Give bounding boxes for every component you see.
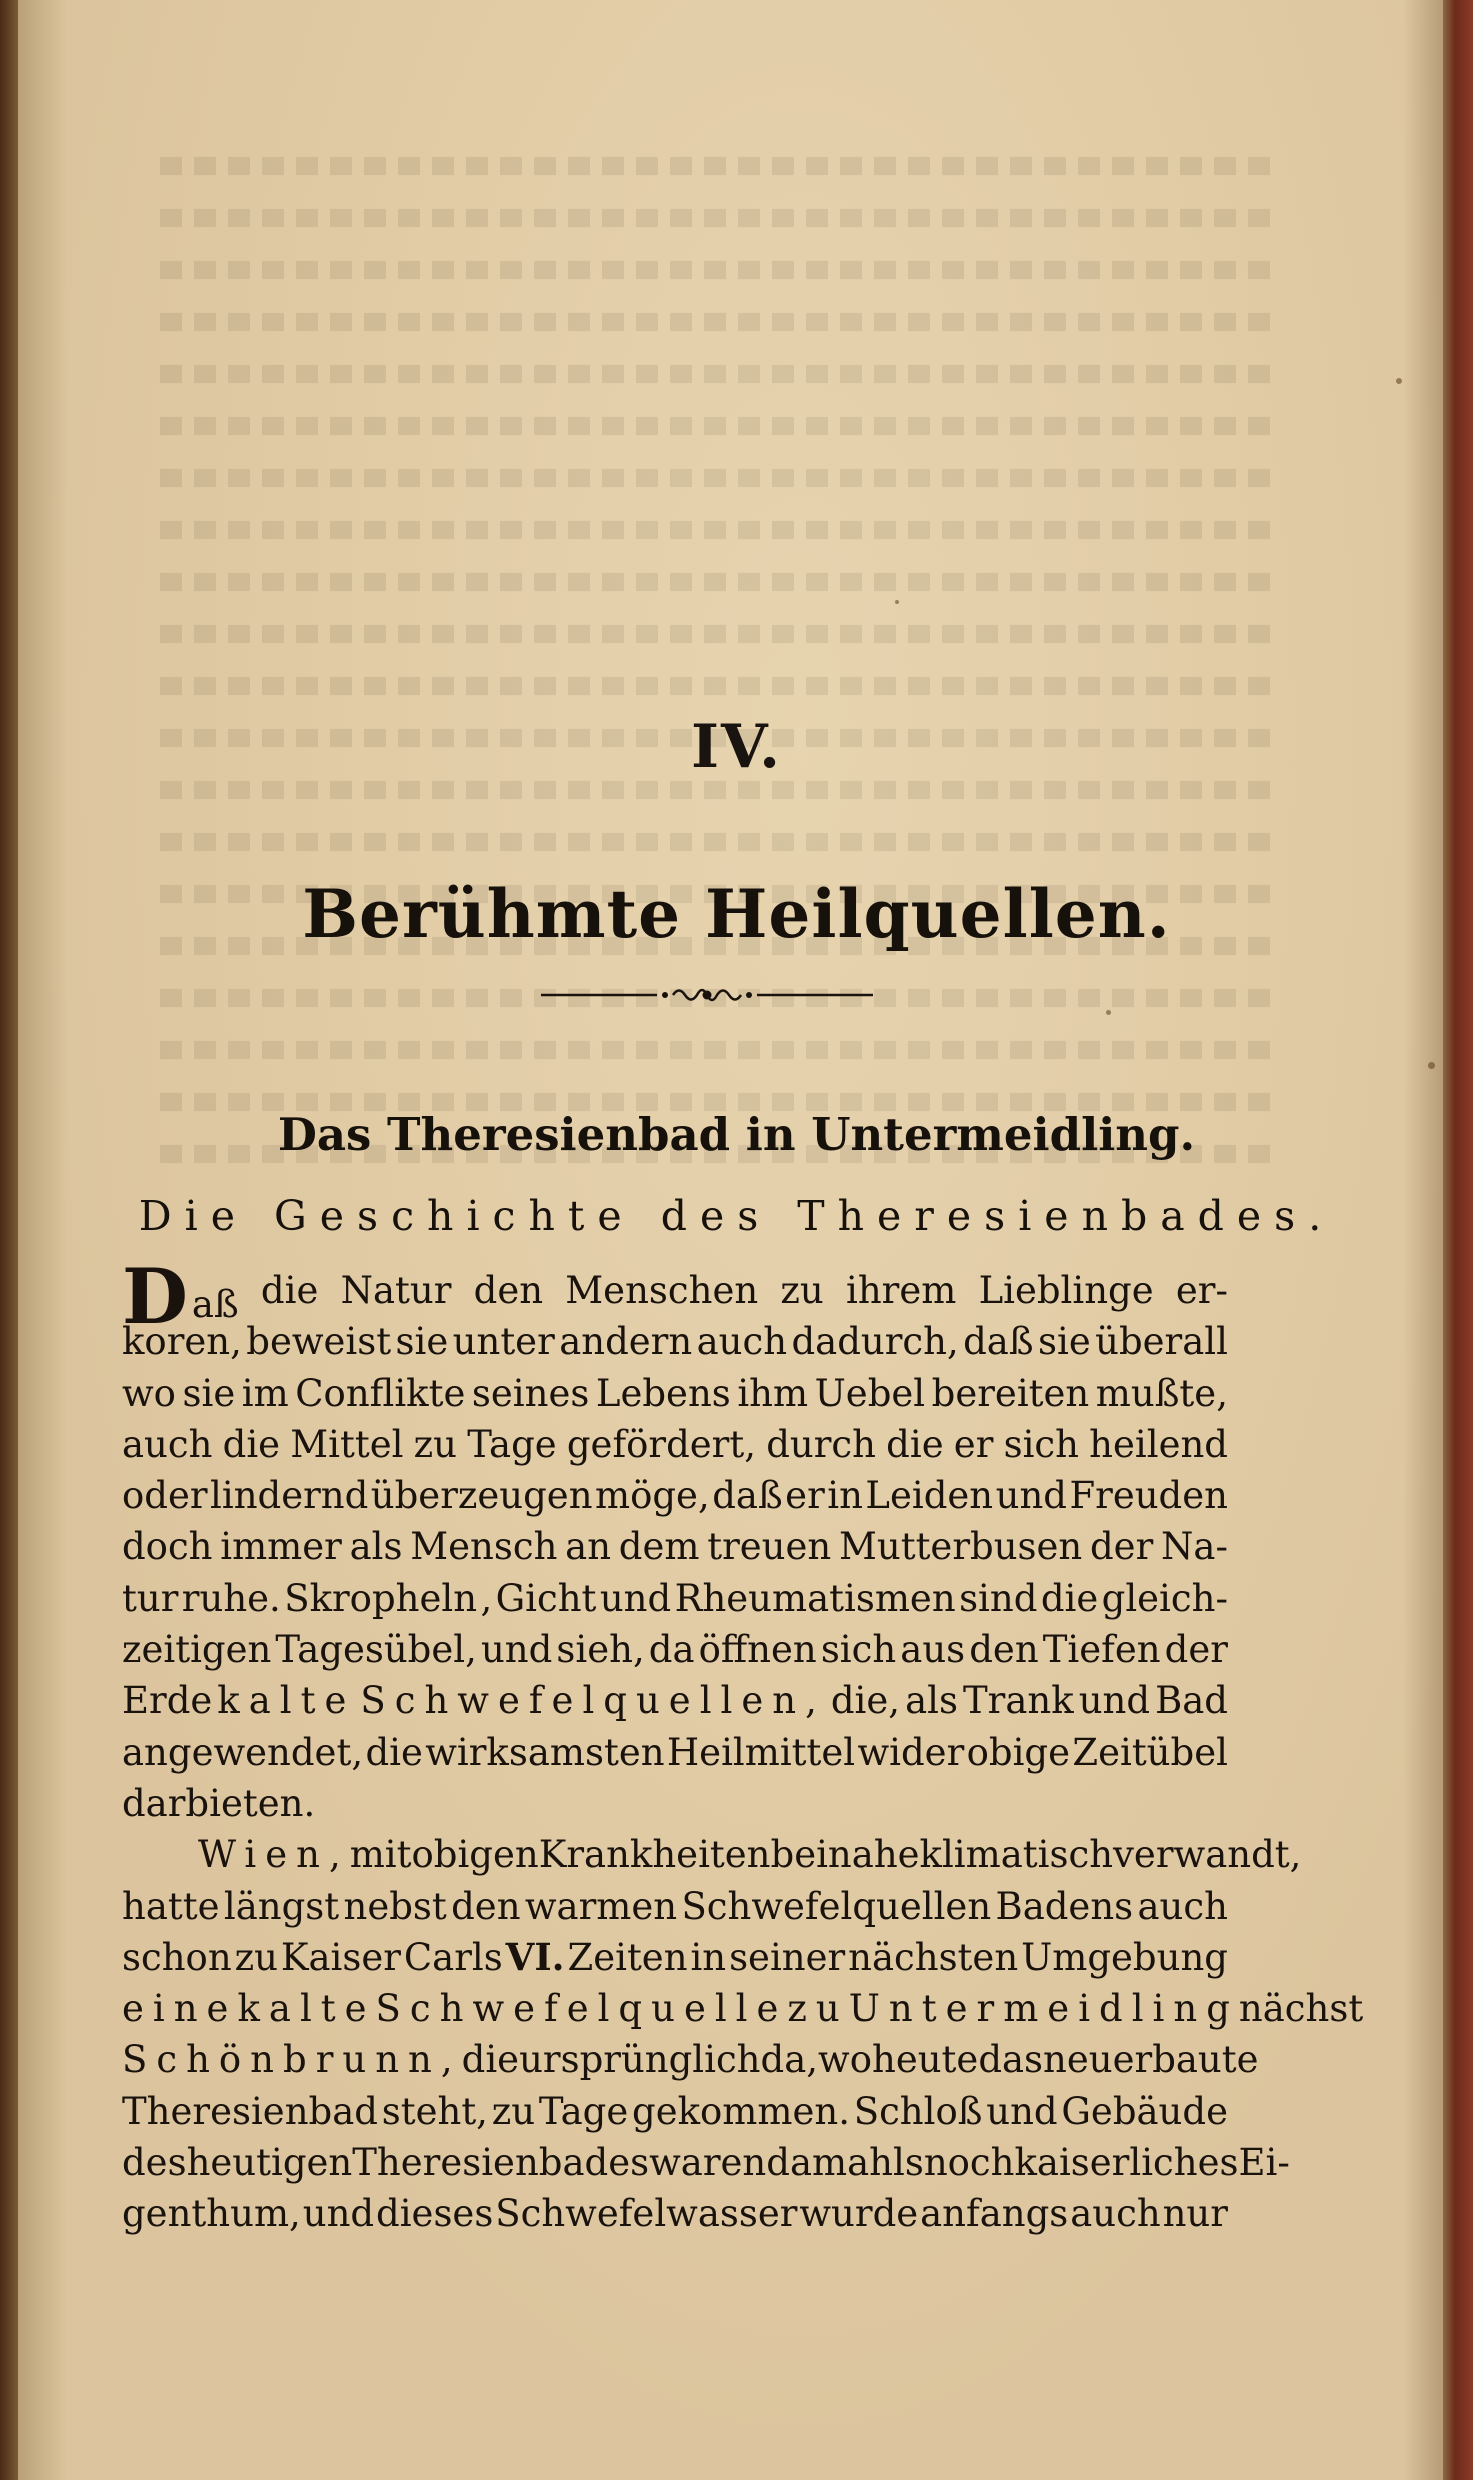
word: sieh, [556, 1628, 645, 1672]
word: Gicht [495, 1576, 597, 1620]
word: gleich- [1101, 1576, 1228, 1620]
word: Schloß [853, 2089, 983, 2133]
word-emphasis: eine [122, 1987, 238, 2031]
word: zu [491, 2089, 536, 2133]
word: ursprünglich [519, 2038, 761, 2082]
word: die [1040, 1576, 1099, 1620]
word-emphasis: Schwefelquellen, [360, 1679, 826, 1723]
word: seiner [729, 1935, 846, 1979]
word: schon [122, 1935, 232, 1979]
text-line [122, 2137, 1290, 2188]
word-emphasis: kalte [237, 1987, 376, 2031]
word: die, [830, 1679, 901, 1723]
word: damahls [766, 2141, 924, 2185]
word: sind [959, 1576, 1038, 1620]
word: den [451, 1884, 521, 1928]
word: Mittel [290, 1422, 404, 1466]
word: ihrem [845, 1269, 957, 1312]
word: , [480, 1576, 493, 1620]
word: längst [223, 1884, 340, 1928]
word: nur [1162, 2192, 1228, 2236]
text-line [122, 1881, 1228, 1932]
word: im [241, 1371, 289, 1415]
word-emphasis: Untermeidling [848, 1987, 1239, 2031]
word: waren [649, 2141, 767, 2185]
word-emphasis: Schwefelquelle [375, 1987, 788, 2031]
word: Leiden [865, 1474, 994, 1518]
text-line [122, 1675, 1228, 1726]
word: neu [1043, 2038, 1113, 2082]
word: durch [766, 1422, 876, 1466]
word-emphasis: Schönbrunn, [122, 2038, 462, 2082]
text-line [122, 2086, 1228, 2137]
word: gekommen. [632, 2089, 850, 2133]
word-emphasis: Wien, [198, 1833, 350, 1877]
word: er [953, 1422, 994, 1466]
word: Umgebung [1021, 1935, 1228, 1979]
word: zu [780, 1269, 824, 1312]
word: an [565, 1525, 612, 1569]
word: Bad [1155, 1679, 1228, 1723]
word: sich [820, 1628, 897, 1672]
word: doch [122, 1525, 213, 1569]
word: Na- [1161, 1525, 1228, 1569]
chapter-number: IV. [690, 712, 783, 782]
word: als [905, 1679, 958, 1723]
word: Tage [538, 2089, 629, 2133]
word: Carls [403, 1935, 503, 1979]
word: Mensch [410, 1525, 558, 1569]
word: daß [712, 1474, 783, 1518]
word: und [1078, 1679, 1151, 1723]
text-line [122, 1521, 1228, 1572]
word: nächsten [848, 1935, 1019, 1979]
word: immer [220, 1525, 342, 1569]
word: und [480, 1628, 553, 1672]
page-gutter-shadow [18, 0, 68, 2480]
ink-speck [895, 600, 899, 604]
word: möge, [595, 1474, 710, 1518]
word: hatte [122, 1884, 220, 1928]
word: beinahe [770, 1833, 920, 1877]
word: des [122, 2141, 187, 2185]
word: Tiefen [1042, 1628, 1161, 1672]
word: verwandt, [1113, 1833, 1302, 1877]
word: gefördert, [566, 1422, 756, 1466]
word: Trank [962, 1679, 1074, 1723]
word: sie [395, 1320, 449, 1364]
word: Heilmittel [666, 1730, 856, 1774]
text-line [122, 1419, 1228, 1470]
word: zu [413, 1422, 457, 1466]
word: Uebel [814, 1371, 926, 1415]
word: angewendet, [122, 1730, 364, 1774]
word: oder [122, 1474, 208, 1518]
word: Menschen [565, 1269, 759, 1312]
word: die [461, 2038, 520, 2082]
text-line [122, 1316, 1228, 1367]
word: mußte, [1095, 1371, 1228, 1415]
text-line [122, 1932, 1228, 1983]
page-edge-shadow [1403, 0, 1443, 2480]
section-title: Das Theresienbad in Untermeidling. [277, 1108, 1196, 1161]
word: Rheumatismen [674, 1576, 956, 1620]
word: unter [452, 1320, 555, 1364]
word: obige [966, 1730, 1071, 1774]
word: daß [963, 1320, 1034, 1364]
word: VI. [505, 1934, 565, 1979]
word: der [1164, 1628, 1228, 1672]
text-line [122, 1252, 1228, 1341]
word: auch [1137, 1884, 1228, 1928]
book-cover-edge-left [0, 0, 18, 2480]
word: Schwefelquellen [681, 1884, 992, 1928]
text-line [122, 1470, 1228, 1521]
word: zeitigen [122, 1628, 272, 1672]
word: Theresienbad [122, 2089, 378, 2133]
word: Zeitübel [1072, 1730, 1228, 1774]
word-emphasis: kalte [217, 1679, 356, 1723]
word: Conflikte [295, 1371, 466, 1415]
word: der [1090, 1525, 1154, 1569]
drop-cap: D [122, 1252, 188, 1341]
word: dem [618, 1525, 700, 1569]
word: Tagesübel, [275, 1628, 477, 1672]
word: Kaiser [280, 1935, 401, 1979]
word: den [473, 1269, 544, 1312]
word: überzeugen [370, 1474, 593, 1518]
word: klimatisch [919, 1833, 1114, 1877]
word: tur [122, 1576, 179, 1620]
word: überall [1095, 1320, 1228, 1364]
word: die [886, 1422, 944, 1466]
word: auch [122, 1422, 213, 1466]
word: steht, [381, 2089, 488, 2133]
text-line [122, 1983, 1364, 2034]
word: öffnen [698, 1628, 817, 1672]
word: obigen [411, 1833, 539, 1877]
word: zu [234, 1935, 278, 1979]
ink-speck [1396, 378, 1402, 384]
word: und [995, 1474, 1067, 1518]
word: die [260, 1269, 319, 1312]
word: in [827, 1474, 863, 1518]
word: mit [349, 1833, 412, 1877]
word: Lebens [595, 1371, 731, 1415]
word: Lieblinge [978, 1269, 1154, 1312]
word: noch [923, 2141, 1015, 2185]
ink-speck [1106, 1010, 1111, 1015]
word: beweist [246, 1320, 392, 1364]
word: Theresienbades [352, 2141, 650, 2185]
word: Schwefelwasser [495, 2192, 798, 2236]
word: wider [857, 1730, 965, 1774]
word: die [365, 1730, 423, 1774]
word: als [349, 1525, 403, 1569]
word: er- [1175, 1269, 1228, 1312]
word: dieses [376, 2192, 494, 2236]
word: darbieten. [122, 1781, 316, 1825]
word: Gebäude [1061, 2089, 1228, 2133]
word: treuen [707, 1525, 832, 1569]
word: auch [696, 1320, 788, 1364]
word: und [986, 2089, 1058, 2133]
word: koren, [122, 1320, 242, 1364]
word: nebst [343, 1884, 447, 1928]
word: Tage [467, 1422, 557, 1466]
word: das [978, 2038, 1044, 2082]
word: genthum, [122, 2192, 301, 2236]
text-line [122, 1727, 1228, 1778]
word: Freuden [1069, 1474, 1228, 1518]
word: seines [471, 1371, 590, 1415]
word: nächst [1238, 1987, 1364, 2031]
text-line [122, 1624, 1228, 1675]
body-text [122, 1252, 1364, 2240]
word: in [690, 1935, 727, 1979]
word: heilend [1089, 1422, 1228, 1466]
word: heute [871, 2038, 979, 2082]
word: erbaute [1112, 2038, 1259, 2082]
word: warmen [524, 1884, 678, 1928]
word: anfangs [920, 2192, 1069, 2236]
text-line [122, 1778, 1228, 1829]
word: Badens [995, 1884, 1134, 1928]
text-line [122, 1829, 1302, 1880]
word: Krankheiten [538, 1833, 771, 1877]
word-emphasis: zu [787, 1987, 849, 2031]
word: und [599, 1576, 672, 1620]
ink-speck [1428, 1062, 1435, 1069]
text-line [122, 2188, 1228, 2239]
word: auch [1070, 2192, 1161, 2236]
word: Ei- [1238, 2141, 1290, 2185]
word: den [969, 1628, 1039, 1672]
word: Zeiten [567, 1935, 688, 1979]
word: er [785, 1474, 825, 1518]
word: kaiserliches [1014, 2141, 1239, 2185]
word: andern [559, 1320, 693, 1364]
word: bereiten [931, 1371, 1090, 1415]
word: ruhe. [181, 1576, 281, 1620]
word: lindernd [210, 1474, 369, 1518]
word: Natur [340, 1269, 452, 1312]
word: und [302, 2192, 375, 2236]
ornament-divider-icon [537, 983, 877, 1007]
word: ihm [737, 1371, 809, 1415]
word: Erde [122, 1679, 213, 1723]
text-line [122, 1573, 1228, 1624]
word: da [648, 1628, 695, 1672]
word: wo [818, 2038, 872, 2082]
word: dadurch, [791, 1320, 959, 1364]
word: sie [182, 1371, 236, 1415]
word: sie [1038, 1320, 1091, 1364]
word: da, [760, 2038, 819, 2082]
subsection-title: Die Geschichte des Theresienbades. [138, 1192, 1335, 1240]
text-line [122, 2034, 1259, 2085]
word: heutigen [186, 2141, 353, 2185]
word: die [222, 1422, 281, 1466]
word: Skropheln [284, 1576, 478, 1620]
book-cover-edge-right [1443, 0, 1473, 2480]
word: wurde [799, 2192, 919, 2236]
chapter-title: Berühmte Heilquellen. [302, 875, 1171, 953]
word: aus [900, 1628, 966, 1672]
word: aß [191, 1283, 239, 1326]
word: wo [122, 1371, 176, 1415]
word: wirksamsten [425, 1730, 665, 1774]
word: Mutterbusen [838, 1525, 1083, 1569]
text-line [122, 1368, 1228, 1419]
word: sich [1003, 1422, 1079, 1466]
